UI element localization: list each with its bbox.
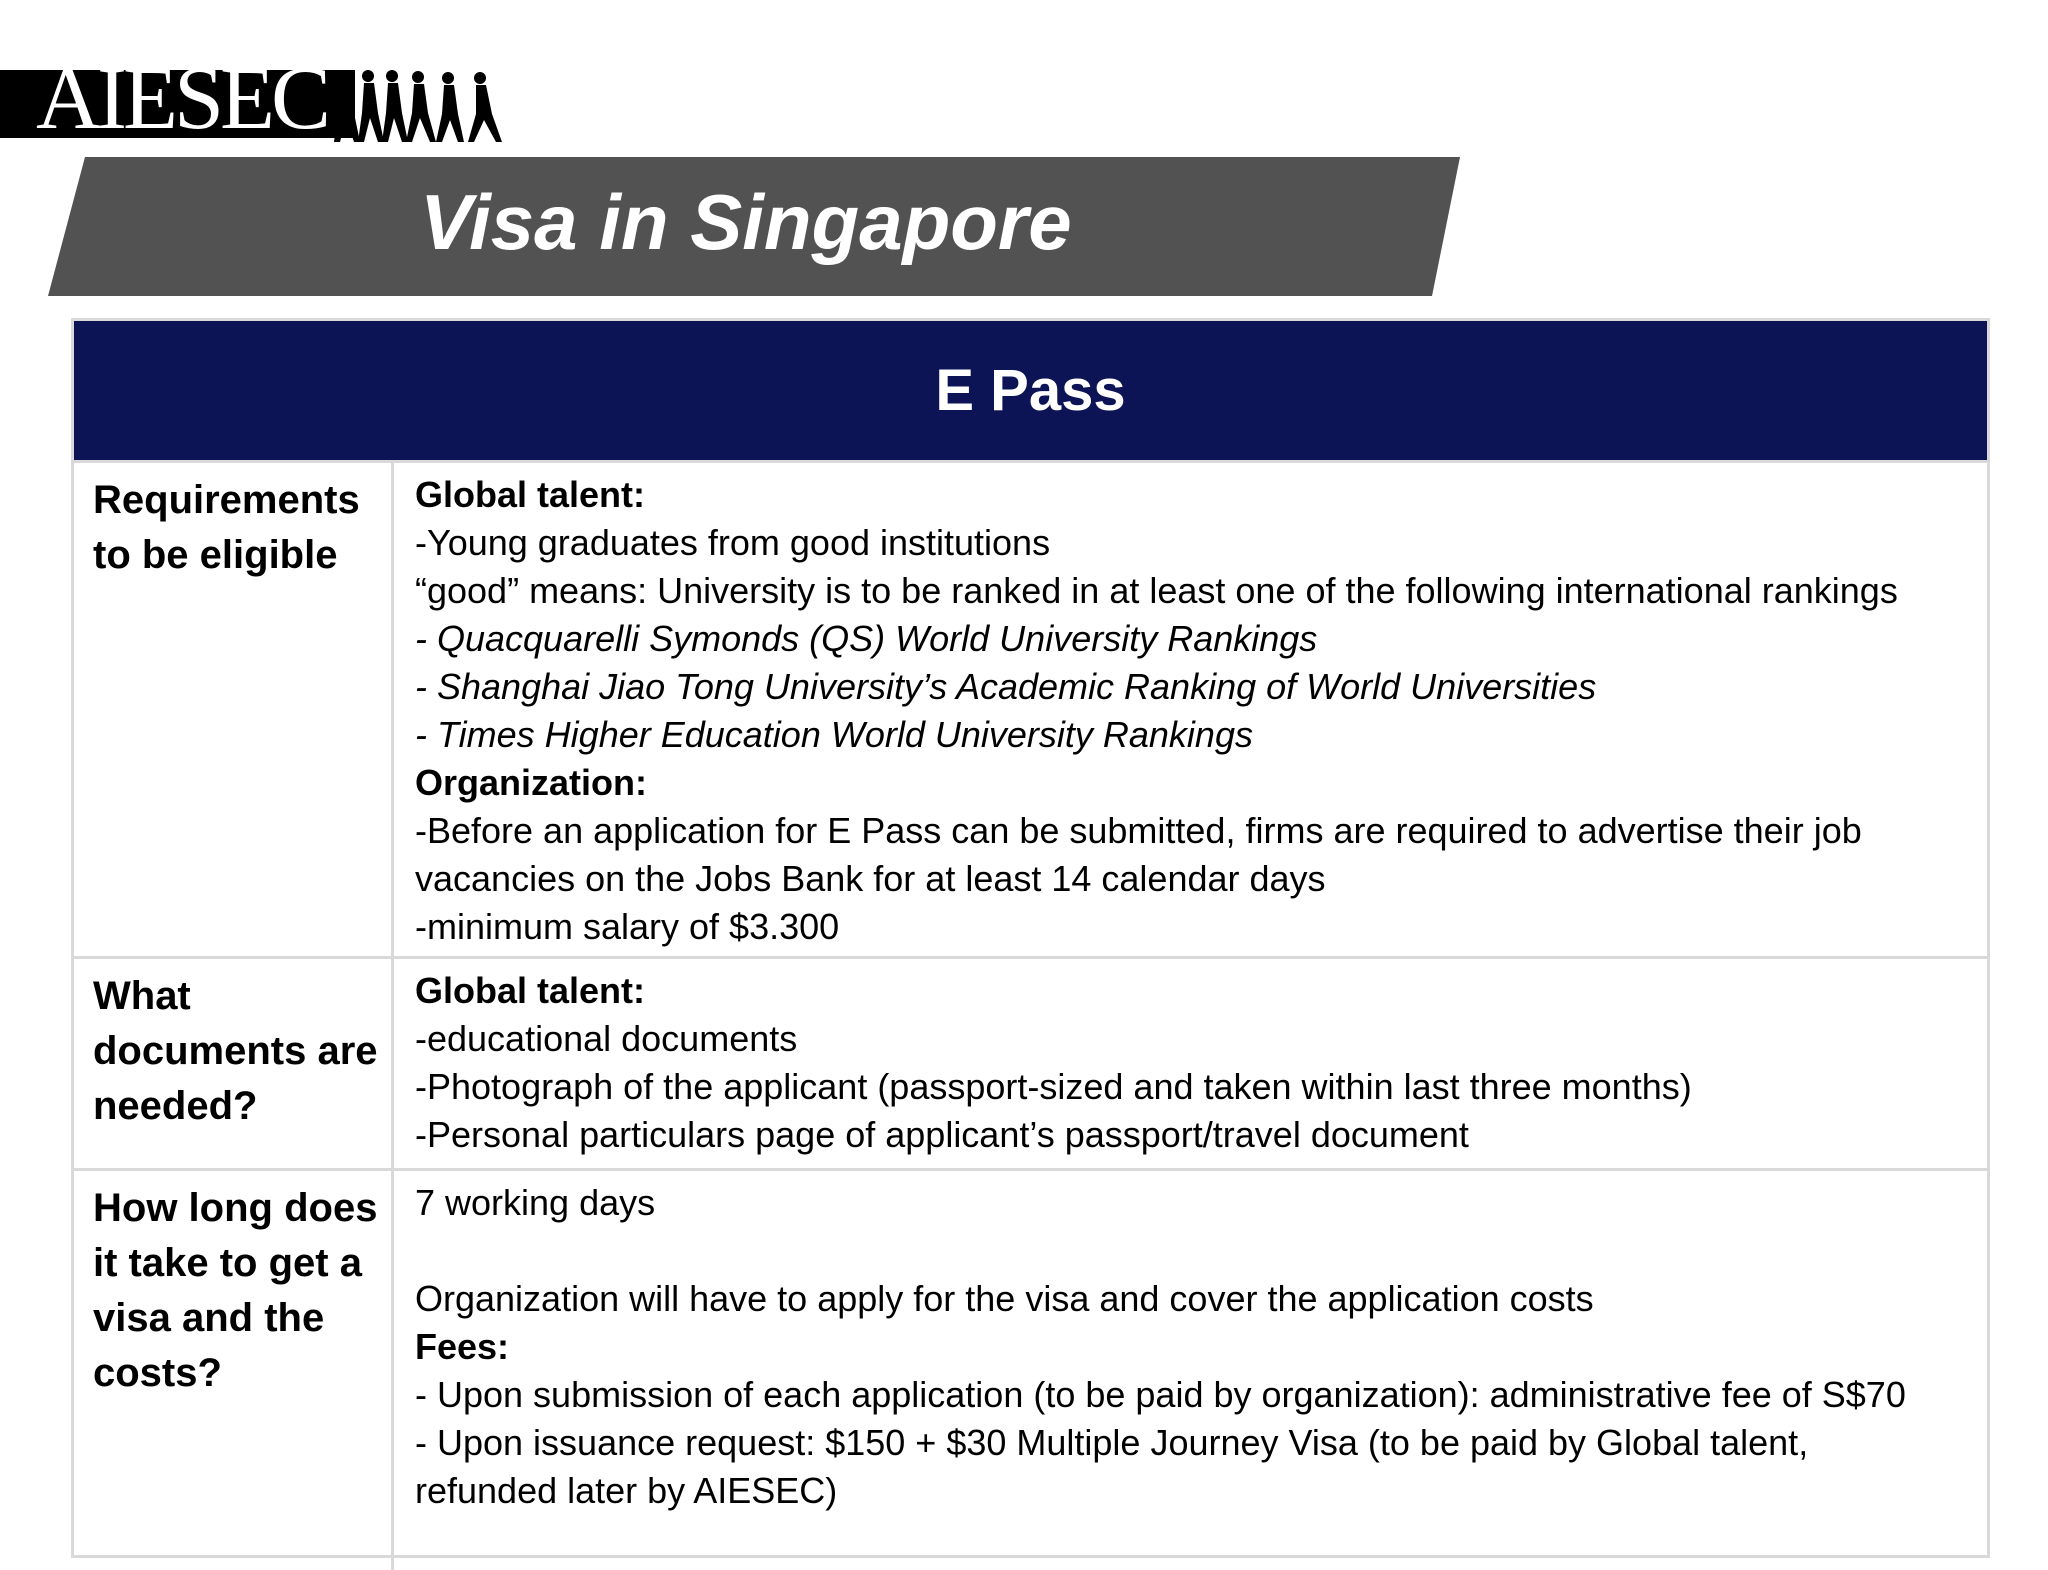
spacer bbox=[415, 1227, 1985, 1275]
content-line: Global talent: bbox=[415, 474, 646, 515]
content-line: -Personal particulars page of applicant’s passport/travel document bbox=[415, 1114, 1469, 1155]
content-line: refunded later by AIESEC) bbox=[415, 1470, 838, 1511]
content-line: - Upon issuance request: $150 + $30 Multiple Journey Visa (to be paid by Global talent, bbox=[415, 1422, 1809, 1463]
content-line: “good” means: University is to be ranked in at least one of the following international rankings bbox=[415, 570, 1898, 611]
content-line: vacancies on the Jobs Bank for at least 14 calendar days bbox=[415, 858, 1326, 899]
row-content-duration-costs bbox=[415, 1179, 1985, 1515]
row-content-requirements bbox=[415, 471, 1985, 951]
content-line: -minimum salary of $3.300 bbox=[415, 906, 840, 947]
content-line: - Times Higher Education World University Rankings bbox=[415, 714, 1253, 755]
logo-wordmark: AIESEC bbox=[36, 49, 327, 148]
content-line: -Young graduates from good institutions bbox=[415, 522, 1051, 563]
content-line: - Upon submission of each application (to be paid by organization): administrative fee of S$70 bbox=[415, 1374, 1906, 1415]
row-label-documents: What documents are needed? bbox=[93, 974, 378, 1128]
content-line: Fees: bbox=[415, 1326, 510, 1367]
content-line: -Photograph of the applicant (passport-sized and taken within last three months) bbox=[415, 1066, 1692, 1107]
content-line: Organization: bbox=[415, 762, 647, 803]
content-line: -educational documents bbox=[415, 1018, 798, 1059]
table-row bbox=[74, 1168, 1987, 1568]
content-line: -Before an application for E Pass can be submitted, firms are required to advertise their job bbox=[415, 810, 1862, 851]
column-divider bbox=[391, 460, 394, 1570]
visa-table bbox=[71, 318, 1990, 1558]
table-header bbox=[74, 321, 1987, 460]
content-line: 7 working days bbox=[415, 1182, 656, 1223]
slide-title: Visa in Singapore bbox=[420, 178, 1072, 266]
content-line: Organization will have to apply for the visa and cover the application costs bbox=[415, 1278, 1594, 1319]
content-line: - Shanghai Jiao Tong University’s Academic Ranking of World Universities bbox=[415, 666, 1597, 707]
row-label-duration-costs: How long does it take to get a visa and the costs? bbox=[93, 1186, 378, 1395]
content-line: Global talent: bbox=[415, 970, 646, 1011]
table-row bbox=[74, 956, 1987, 1168]
table-header-title: E Pass bbox=[935, 358, 1126, 423]
row-label-requirements: Requirements to be eligible bbox=[93, 478, 360, 577]
row-content-documents bbox=[415, 967, 1985, 1159]
table-row bbox=[74, 460, 1987, 956]
content-line: - Quacquarelli Symonds (QS) World University Rankings bbox=[415, 618, 1318, 659]
